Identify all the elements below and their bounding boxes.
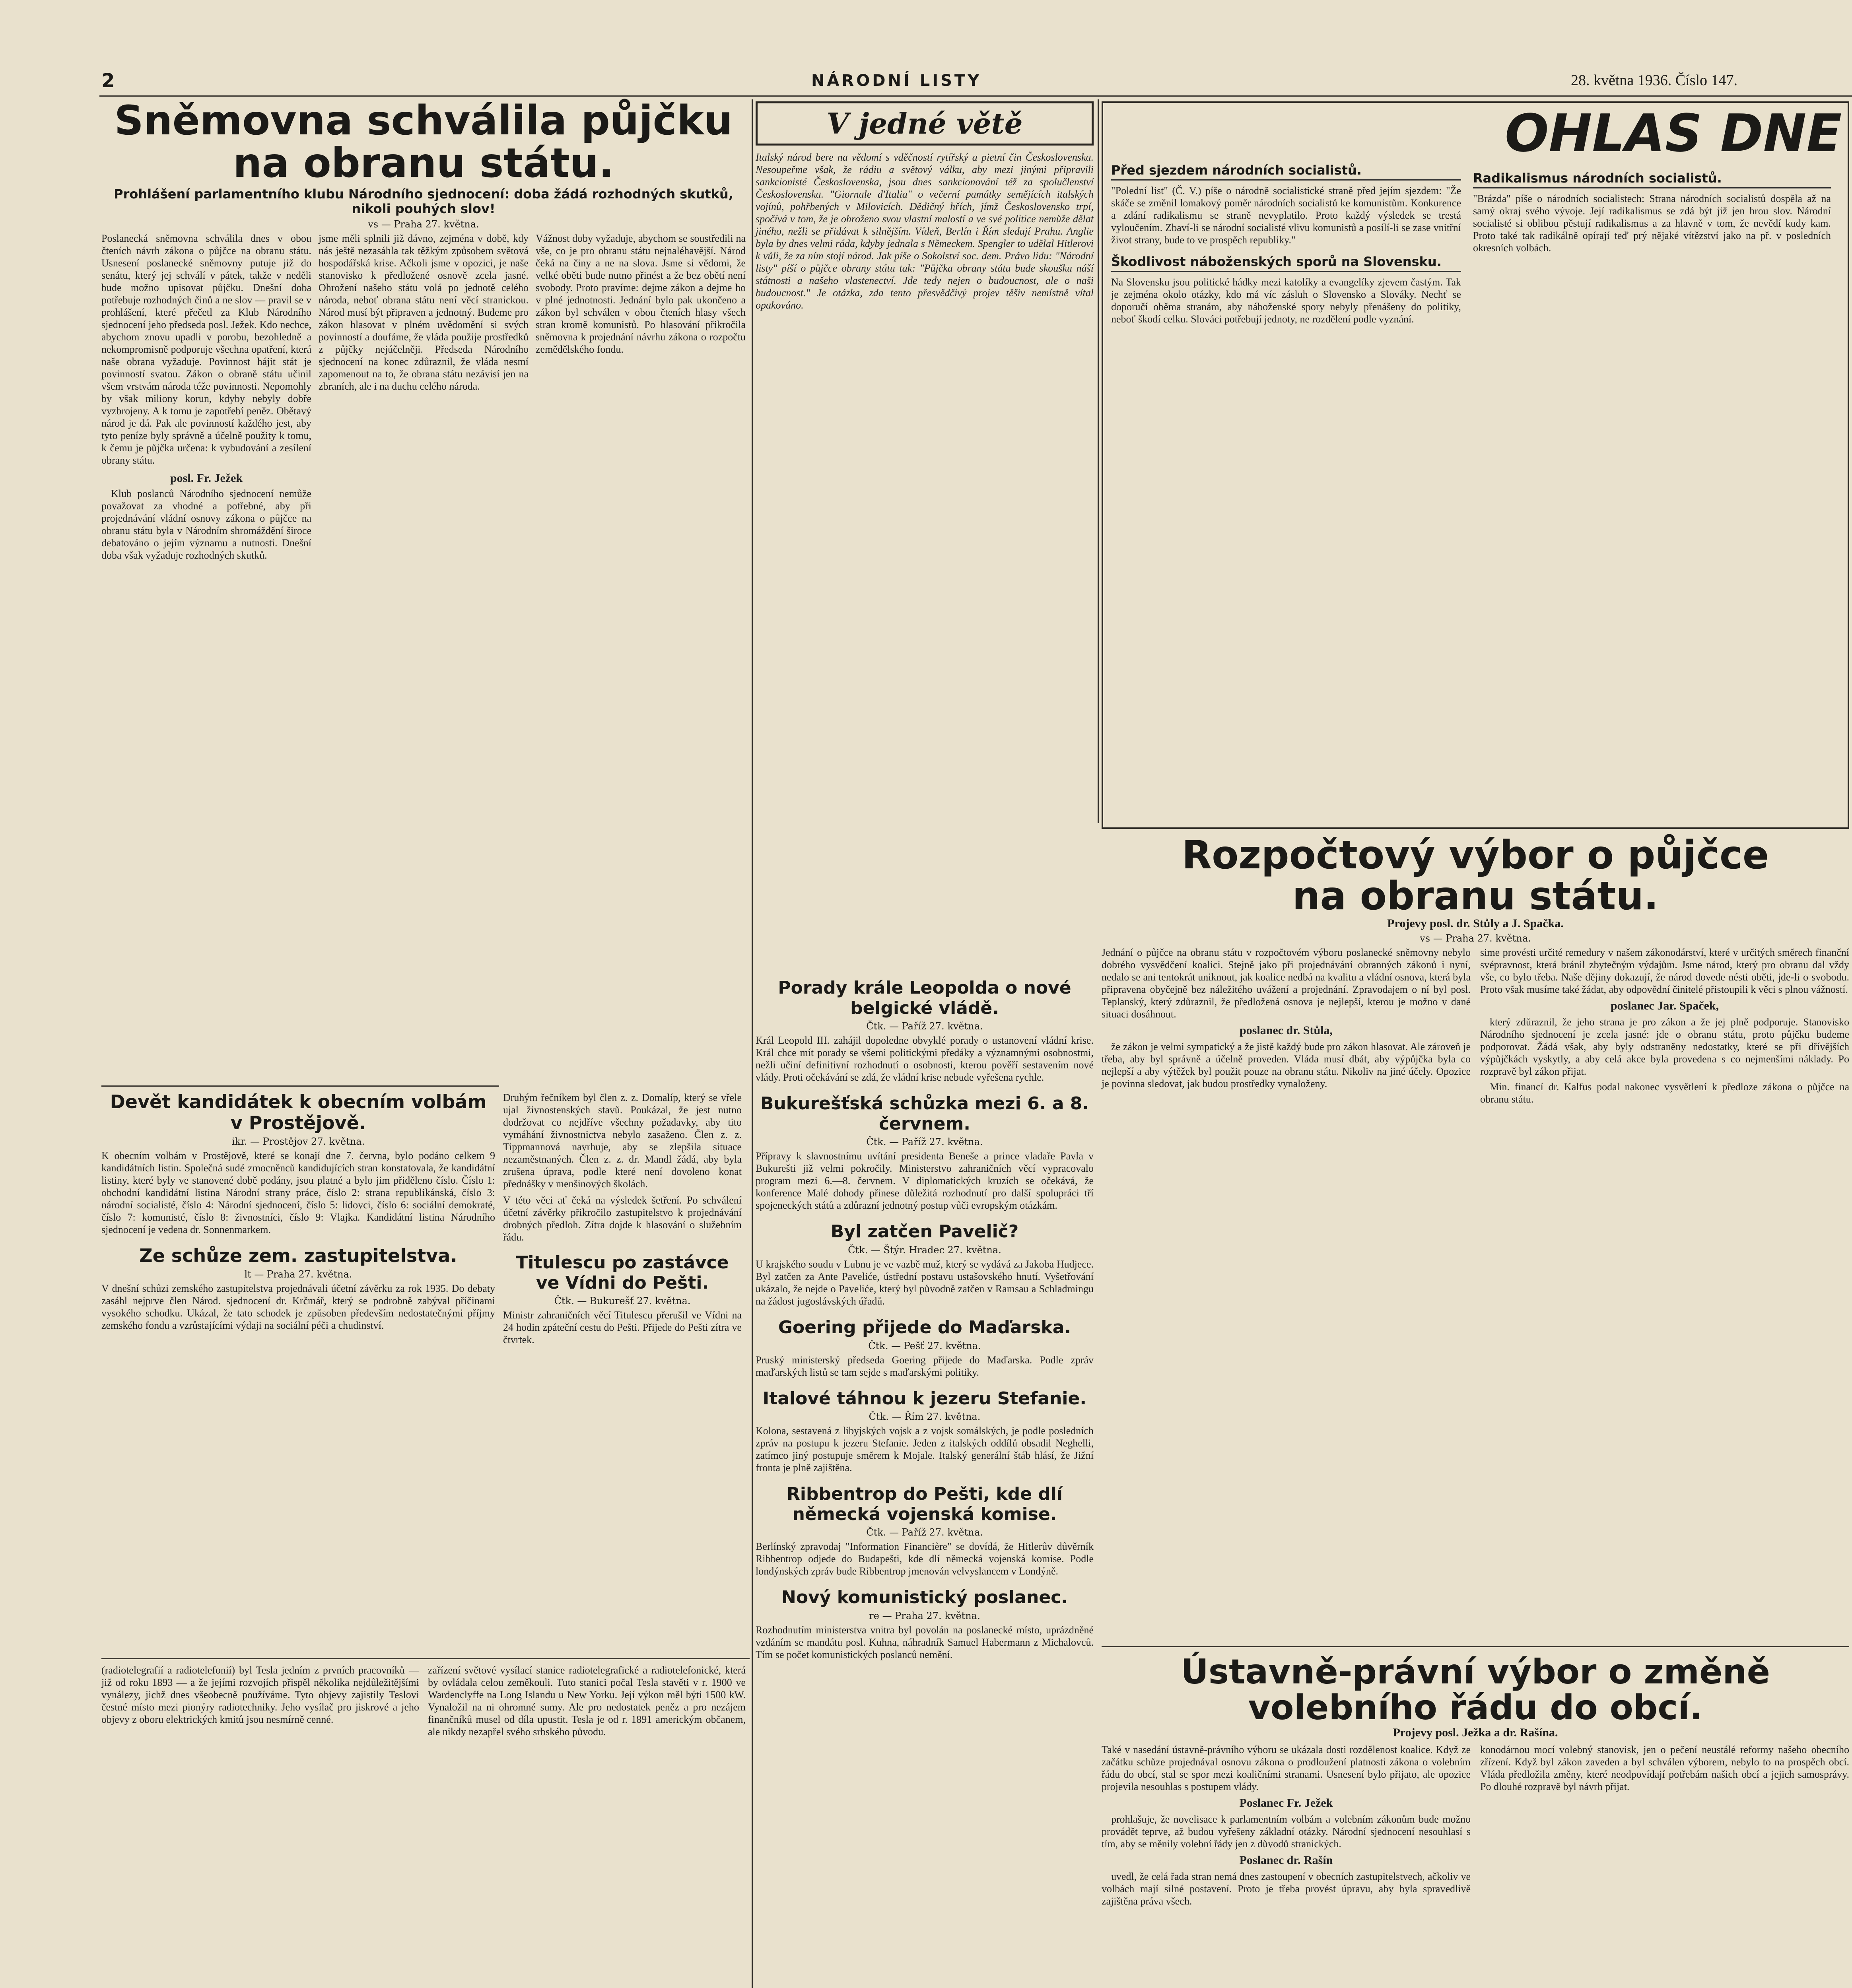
schuze-dateline: lt — Praha 27. května. [244, 1268, 352, 1280]
lead-dateline: vs — Praha 27. května. [368, 218, 479, 230]
ohlas-section2-title: Škodlivost náboženských sporů na Slovensku. [1111, 254, 1461, 272]
porady-title: Porady krále Leopolda o nové belgické vládě. [778, 978, 1071, 1018]
ohlas-section1-text: "Polední list" (Č. V.) píše o národně socialistické straně před jejím sjezdem: "Že skáče se změnil lomakový poměr národních socialistů ke komunistům. Konkurence a zdání radikalismu se straně nevyplatilo. Proto každý výsledek se trestá vyloučením. Zbaví-li se národní socialisté vlivu komunistů a posílí-li se zase vnitřní život strany, bude to ve prospěch republiky." [1111, 185, 1461, 246]
motto-column [756, 101, 1094, 972]
schuze-continuation [503, 1091, 742, 1656]
bukurest-text: Přípravy k slavnostnímu uvítání presidenta Beneše a prince vladaře Pavla v Bukurešti již velmi pokročily. Ministerstvo zahraničních věcí vypracovalo program mezi 6.—8. červnem. V diplomatických kruzích se očekává, že konference Malé dohody přinese důležitá rozhodnutí pro další spolupráci tří spojeneckých států a zdůrazní jednotný postup vůči evropským otázkám. [756, 1150, 1094, 1211]
rozpocet-title-line2: na obranu státu. [1292, 873, 1659, 919]
lead-col2: jsme měli splnili již dávno, zejména v době, kdy nás ještě nezasáhla tak těžkým způsobem světová hospodářská krise. Ačkoli jsme v opozici, je naše stanovisko k předložené osnově zcela jasné. Ohrožení našeho státu volá po jednotě celého národa, neboť obrana státu není věcí stranickou. Národ musí být připraven a jednotný. Budeme pro zákon hlasovat v plném uvědomění si svých povinností a doufáme, že vláda použije prostředků z půjčky nejúčelněji. Předseda Národního sjednocení na konec zdůraznil, že vláda nesmí zapomenout na to, že obrana státu nezávisí jen na zbraních, ale i na duchu celého národa. [319, 232, 529, 392]
ustavne-speaker1: Poslanec Fr. Ježek [1239, 1796, 1333, 1809]
porady-text: Král Leopold III. zahájil dopoledne obvyklé porady o ustanovení vládní krise. Král chce mít porady se všemi politickými předáky a významnými osobnostmi, nežli učiní definitivní rozhodnutí o osobnosti, kterou pověří sestavením nové vlády. Proti očekávání se zdá, že vládní krise nebude vyřešena rychle. [756, 1035, 1094, 1083]
tesla-col3: Druhým řečníkem byl člen z. z. Domalíp, který se vřele ujal živnostenských stavů. Poukázal, že jest nutno dodržovat co nejdříve všechny požadavky, aby tito vymáhání živnostnictva nebylo zasaženo. Člen z. z. Tippmannová navrhuje, aby se zlepšila situace nezaměstnaných. Člen z. z. dr. Mandl žádá, aby byla zrušena úprava, podle které není dovoleno konat přednášky v menšinových školách. [503, 1092, 742, 1190]
ustavne-byline: Projevy posl. Ježka a dr. Rašína. [1393, 1726, 1558, 1739]
motto-title-box [756, 101, 1094, 146]
divider-ustavne [1102, 1646, 1849, 1647]
ohlas-section3-title: Radikalismus národních socialistů. [1473, 171, 1831, 188]
speaker-text: Klub poslanců Národního sjednocení nemůže považovat za vhodné a potřebné, aby při projednávání vládní osnovy zákona o půjčce na obranu státu byla v Národním shromáždění široce debatováno o jejím významu a nutnosti. Dnešní doba však vyžaduje rozhodných skutků. [101, 487, 311, 561]
pavelic-title: Byl zatčen Pavelič? [830, 1221, 1019, 1242]
speaker-label: posl. Fr. Ježek [170, 471, 243, 485]
ribbentrop-title: Ribbentrop do Pešti, kde dlí německá vojenská komise. [787, 1484, 1063, 1524]
titulescu-title: Titulescu po zastávce ve Vídni do Pešti. [516, 1252, 729, 1293]
komunist-title: Nový komunistický poslanec. [781, 1587, 1068, 1608]
ustavne-article [1102, 1654, 1849, 1988]
ohlas-section1-title: Před sjezdem národních socialistů. [1111, 163, 1461, 181]
divider-tesla [101, 1658, 750, 1659]
divider-lead [752, 99, 753, 1081]
rozpocet-title-line1: Rozpočtový výbor o půjčce [1182, 833, 1769, 878]
komunist-dateline: re — Praha 27. května. [869, 1610, 980, 1621]
tesla-col1: (radiotelegrafií a radiotelefonií) byl Tesla jedním z prvních pracovníků — již od roku 1893 — a že jejími rozvojích přispěl několika nejdůležitějšími vynálezy, jichž dnes všeobecně používáme. Tyto objevy zajistily Teslovi čestné místo mezi pionýry radiotechniky. Jeho vysílač pro jiskrové a jeho objevy z oboru elektrických kmitů jsou nesmírně cenné. [101, 1664, 419, 1725]
devet-title: Devět kandidátek k obecním volbám v Prostějově. [110, 1091, 487, 1134]
lead-article [101, 99, 746, 1081]
lead-title-line2: na obranu státu. [233, 140, 614, 187]
rozpocet-speaker1: poslanec dr. Stůla, [1240, 1023, 1333, 1037]
rozpocet-col-right: sime provésti určité remedury v našem zákonodárství, které v určitých směrech finanční svépravnost, která bránil zbytečným výdajům. Jsme národ, který pro obranu dal vždy vše, co bylo třeba. Naše dějiny dokazují, že národ dovede nésti oběti, jde-li o svobodu. Proto však musíme také žádat, aby odpovědní činitelé přistoupili k věci s plnou vážností. poslanec Jar. Spaček, který zdůraznil, že jeho strana je pro zákon a že jej plně podporuje. Stanovisko Národního sjednocení je zcela jasné: jde o obranu státu, proto půjčku budeme podporovat. Žádá však, aby byly odstraněny nedostatky, které se při dřívějších výpůjčkách vyskytly, a aby celá akce byla provedena s co nejmenšími náklady. Po rozpravě byl zákon přijat. Min. financí dr. Kalfus podal nakonec vysvětlení k předloze zákona o půjčce na obranu státu. [1480, 946, 1849, 1105]
ustavne-speaker1-text: prohlašuje, že novelisace k parlamentním volbám a volebním zákonům bude možno provádět teprve, až budou vyřešeny základní otázky. Národní sjednocení nesouhlasí s tím, aby se měnily volební řády jen z důvodů stranických. [1102, 1813, 1471, 1850]
pavelic-text: U krajského soudu v Lubnu je ve vazbě muž, který se vydává za Jakoba Hudjece. Byl zatčen za Ante Paveliće, ústřední postavu ustašovského hnutí. Vyšetřování ukázalo, že nejde o Paveliće, který byl původně zatčen v Ramsau a Schladmingu na žádost jugoslávských úřadů. [756, 1258, 1094, 1307]
devet-dateline: ikr. — Prostějov 27. května. [231, 1136, 365, 1147]
ustavne-speaker2: Poslanec dr. Rašín [1239, 1853, 1333, 1867]
pavelic-dateline: Čtk. — Štýr. Hradec 27. května. [848, 1244, 1001, 1256]
komunist-text: Rozhodnutím ministerstva vnitra byl povolán na poslanecké místo, uprázdněné vzdáním se mandátu posl. Kuhna, náhradník Samuel Habermann z Michalovců. Tím se počet komunistických poslanců nemění. [756, 1624, 1094, 1660]
ribbentrop-text: Berlínský zpravodaj "Information Financière" se dovídá, že Hitlerův důvěrník Ribbentrop odjede do Budapešti, kde dlí německá vojenská komise. Podle londýnských zpráv bude Ribbentrop jmenován velvyslancem v Londýně. [756, 1541, 1094, 1577]
rozpocet-dateline: vs — Praha 27. května. [1420, 932, 1531, 944]
goering-dateline: Čtk. — Pešť 27. května. [868, 1340, 981, 1351]
titulescu-text: Ministr zahraničních věcí Titulescu přerušil ve Vídni na 24 hodin zpáteční cestu do Pešti. Přijede do Pešti zítra ve čtvrtek. [503, 1309, 742, 1346]
lead-subtitle: Prohlášení parlamentního klubu Národního sjednocení: doba žádá rozhodných skutků, nikoli pouhých slov! [114, 186, 733, 216]
ohlas-section2-text: Na Slovensku jsou politické hádky mezi katolíky a evangelíky zjevem častým. Tak je zejména okolo otázky, kdo má víc zásluh o Slovensko a Slováky. Nechť se doporučí oběma stranám, aby náboženské spory nebyly přenášeny do politiky, neboť škodí celku. Slováci potřebují jednoty, ne rozdělení podle vyznání. [1111, 276, 1461, 325]
lead-col1: Poslanecká sněmovna schválila dnes v obou čteních návrh zákona o půjčce na obranu státu. Usnesení poslanecké sněmovny putuje již do senátu, který jej schválí v pátek, takže v neděli bude možno upisovat půjčku. Dnešní doba potřebuje rozhodných činů a ne slov — pravil se v prohlášení, které přečetl za Klub Národního sjednocení jeho předseda posl. Ježek. Kdo nechce, abychom znovu upadli v porobu, bezohledně a nekompromisně podporuje všechna opatření, která naše obrana vyžaduje. Povinnost hájit stát je povinností svatou. Zákon o obraně státu učinil všem vrstvám národa téže povinnosti. Nepomohly by však miliony korun, kdyby nebyly dobře vyzbrojeny. A k tomu je zapotřebí peněz. Obětavý národ je dá. Pak ale povinností každého jest, aby tyto peníze byly správně a účelně použity k tomu, k čemu je půjčka určena: k vybudování a zesílení obrany státu. posl. Fr. Ježek Klub poslanců Národního sjednocení nemůže považovat za vhodné a potřebné, aby při projednávání vládní osnovy zákona o půjčce na obranu státu byla v Národním shromáždění široce debatováno o jejím významu a nutnosti. Dnešní doba však vyžaduje rozhodných skutků. [101, 232, 311, 561]
italove-text: Kolona, sestavená z libyjských vojsk a z vojsk somálských, je podle posledních zpráv na postupu k jezeru Stefanie. Jeden z italských oddílů obsadil Neghelli, zatímco jiný postupuje směrem k Mojale. Italský generální štáb hlásí, že Jižní fronta je plně zajištěna. [756, 1425, 1094, 1474]
ohlas-title: OHLAS DNE [1505, 103, 1842, 163]
ohlas-box [1102, 101, 1849, 829]
page-number: 2 [101, 70, 115, 92]
ustavne-speaker2-text: uvedl, že celá řada stran nemá dnes zastoupení v obecních zastupitelstvech, ačkoliv ve volbách mají silné postavení. Proto je třeba provést úpravu, aby byla spravedlivě zajištěna práva všech. [1102, 1870, 1471, 1907]
titulescu-dateline: Čtk. — Bukurešť 27. května. [554, 1295, 691, 1307]
divider-left-lower [101, 1085, 499, 1087]
devet-article [101, 1091, 495, 1656]
rozpocet-byline: Projevy posl. dr. Stůly a J. Spačka. [1387, 916, 1564, 930]
masthead-rule [99, 95, 1852, 97]
rozpocet-article [1102, 835, 1849, 1638]
schuze-text: V dnešní schůzi zemského zastupitelstva projednávali účetní závěrku za rok 1935. Do debaty zasáhl nejprve člen Národ. sjednocení dr. Krčmář, který se podrobně zabýval příčinami vysokého schodku. Ukázal, že tato schodek je způsoben především nedostatečnými příjmy zemského fondu a vzrůstajícími výdaji na sociální péči a chudinství. [101, 1282, 495, 1331]
divider-motto [1098, 99, 1099, 823]
ustavne-title-line1: Ústavně-právní výbor o změně [1181, 1652, 1770, 1692]
goering-title: Goering přijede do Maďarska. [778, 1317, 1071, 1338]
goering-text: Pruský ministerský předseda Goering přijede do Maďarska. Podle zpráv maďarských listů se tam sejde s maďarskými politiky. [756, 1354, 1094, 1378]
rozpocet-closing: Min. financí dr. Kalfus podal nakonec vysvětlení k předloze zákona o půjčce na obranu státu. [1480, 1081, 1849, 1105]
rozpocet-col-left: Jednání o půjčce na obranu státu v rozpočtovém výboru poslanecké sněmovny nebylo dobrého vysvědčení koalici. Stejně jako při projednávání obranných zákonů i nyní, nedalo se ani tentokrát uniknout, jak koalice nedbá na kvalitu a vládní osnova, která byla připravena obyčejně bez náležitého uvážení a projednání. Zpravodajem o ní byl posl. Teplanský, který zdůraznil, že předložená osnova je nejlepší, kterou je možno v dané situaci dosáhnout. poslanec dr. Stůla, že zákon je velmi sympatický a že jistě každý bude pro zákon hlasovat. Ale zároveň je třeba, aby byl správně a účelně proveden. Vláda musí dbát, aby výpůjčka byla co nejlepší a aby výtěžek byl použit pouze na obranu státu. Nikoliv na jiné účely. Opozice je povinna sledovat, jak budou prostředky vynaloženy. [1102, 946, 1471, 1089]
italove-title: Italové táhnou k jezeru Stefanie. [762, 1388, 1087, 1409]
motto-title: V jedné větě [826, 107, 1023, 140]
italove-dateline: Čtk. — Řím 27. května. [869, 1411, 981, 1423]
schuze-title: Ze schůze zem. zastupitelstva. [139, 1244, 457, 1266]
rozpocet-speaker1-text: že zákon je velmi sympatický a že jistě každý bude pro zákon hlasovat. Ale zároveň je třeba, aby byl správně a účelně proveden. Vláda musí dbát, aby výpůjčka byla co nejlepší a aby výtěžek byl použit pouze na obranu státu. Nikoliv na jiné účely. Opozice je povinna sledovat, jak budou prostředky vynaloženy. [1102, 1041, 1471, 1089]
date-issue: 28. května 1936. Číslo 147. [1571, 72, 1738, 89]
porady-dateline: Čtk. — Paříž 27. května. [866, 1021, 983, 1032]
bukurest-dateline: Čtk. — Paříž 27. května. [866, 1136, 983, 1148]
tesla-col2: zařízení světové vysílací stanice radiotelegrafické a radiotelefonické, která by ovládala celou zeměkouli. Tuto stanici počal Tesla stavěti v r. 1900 ve Wardenclyffe na Long Islandu u New Yorku. Její výkon měl býti 1500 kW. Vynaložil na ni ohromné sumy. Ale pro nedostatek peněz a pro nezájem finančníků musel od díla upustit. Tesla je od r. 1891 americkým občanem, ale nikdy nezapřel svého srbského původu. [428, 1664, 746, 1738]
bukurest-title: Bukurešťská schůzka mezi 6. a 8. červnem. [760, 1093, 1089, 1134]
rozpocet-speaker2: poslanec Jar. Spaček, [1610, 999, 1719, 1012]
ustavne-col-left: Také v nasedání ústavně-právního výboru se ukázala dosti rozdělenost koalice. Když ze začátku schůze projednával osnovu zákona o prodloužení platnosti zákona o volebním řádu do obcí, stal se spor mezi koaličními stranami. Usnesení bylo přijato, ale opozice projevila nesouhlas s postupem vlády. Poslanec Fr. Ježek prohlašuje, že novelisace k parlamentním volbám a volebním zákonům bude možno provádět teprve, až budou vyřešeny základní otázky. Národní sjednocení nesouhlasí s tím, aby se měnily volební řády jen z důvodů stranických. Poslanec dr. Rašín uvedl, že celá řada stran nemá dnes zastoupení v obecních zastupitelstvech, ačkoliv ve volbách mají silné postavení. Proto je třeba provést úpravu, aby byla spravedlivě zajištěna práva všech. [1102, 1743, 1471, 1907]
ribbentrop-dateline: Čtk. — Paříž 27. května. [866, 1527, 983, 1538]
tesla-article [101, 1664, 746, 1988]
devet-text: K obecním volbám v Prostějově, které se konají dne 7. června, bylo podáno celkem 9 kandidátních listin. Společná sudé zmocněnců kandidujících stran konstatovala, že kandidátní listiny, které byly ve stanovené době podány, jsou platné a bylo jim přiděleno číslo. Číslo 1: obchodní kandidátní listina Národní strany práce, číslo 2: strana republikánská, číslo 3: národní socialisté, číslo 4: Národní sjednocení, číslo 5: lidovci, číslo 6: sociální demokraté, číslo 7: komunisté, číslo 8: živnostníci, číslo 9: Vlajka. Kandidátní listina Národního sjednocení je vedena dr. Sonnenmarkem. [101, 1149, 495, 1235]
middle-column [756, 978, 1094, 1988]
divider-middle [752, 978, 753, 1988]
ustavne-title-line2: volebního řádu do obcí. [1248, 1688, 1703, 1728]
lead-col3: Vážnost doby vyžaduje, abychom se soustředili na vše, co je pro obranu státu nejnaléhavější. Národ čeká na činy a ne na slova. Jsme si vědomi, že velké oběti bude nutno přinést a že bez obětí není svobody. Proto pravíme: dejme zákon a dejme ho v plné jednotnosti. Jednání bylo pak ukončeno a zákon byl schválen v obou čteních hlasy všech stran kromě komunistů. Po hlasování přikročila sněmovna k projednání návrhu zákona o rozpočtu zemědělského fondu. [536, 232, 746, 355]
lead-title-line1: Sněmovna schválila půjčku [114, 97, 733, 144]
tesla-col4: V této věci ať čeká na výsledek šetření. Po schválení účetní závěrky přikročilo zastupitelstvo k projednávání drobných předloh. Zítra dojde k hlasování o služebním řádu. [503, 1194, 742, 1243]
paper-name: NÁRODNÍ LISTY [811, 72, 982, 90]
rozpocet-speaker2-text: který zdůraznil, že jeho strana je pro zákon a že jej plně podporuje. Stanovisko Národního sjednocení je zcela jasné: jde o obranu státu, proto půjčku budeme podporovat. Žádá však, aby byly odstraněny nedostatky, které se při dřívějších výpůjčkách vyskytly, a aby celá akce byla provedena s co nejmenšími náklady. Po rozpravě byl zákon přijat. [1480, 1016, 1849, 1077]
ohlas-section3-text: "Brázda" píše o národních socialistech: Strana národních socialistů dospěla až na samý okraj svého vývoje. Její radikalismus se zdá být již jen hrou slov. Národní socialisté si oblibou pěstují radikalismus a za hlavně v tom, že nevědí kudy kam. Proto také tak radikálně opírají teď prý nějaké vítězství jako na př. v posledních okresních volbách. [1473, 193, 1831, 254]
motto-text: Italský národ bere na vědomí s vděčností rytířský a pietní čin Československa. Nesoupeřme však, že rádiu a světový válku, aby mezi jinými připravili sankcionisté Československa, jsou dnes sankcionování též za spolučlenství Československa. "Giornale d'Italia" o večerní památky semějících italských vojínů, pohřbených v Milovicích. Dědičný hřích, jímž Československo trpí, spočívá v tom, že je ohroženo svou vlastní malostí a ve své politice nemůže dělat jiného, nežli se přidávat k silnějším. Vídeň, Berlín i Řím sledují Prahu. Anglie byla by dnes velmi ráda, kdyby jednala s Německem. Spengler to udělal Hitlerovi k vůli, že za ním stojí národ. Jak píše o Sokolství soc. dem. Právo lidu: "Národní listy" píší o půjčce obrany státu tak: "Půjčka obrany státu bude skoušku náší státnosti a našeho vlastenectví. Jde tedy nejen o budoucnost, ale o naši budoucnost." Je otázka, zda tento přesvědčivý projev těšiv nemístně vítal opakováno. [756, 151, 1094, 311]
ustavne-col-right: konodárnou mocí volebný stanovisk, jen o pečení neustálé reformy našeho obecního zřízení. Když byl zákon zaveden a byl schválen výborem, nebylo to na prospěch obcí. Vláda předložila změny, které neodpovídají potřebám našich obcí a jejich samosprávy. Po dlouhé rozpravě byl návrh přijat. [1480, 1743, 1849, 1792]
